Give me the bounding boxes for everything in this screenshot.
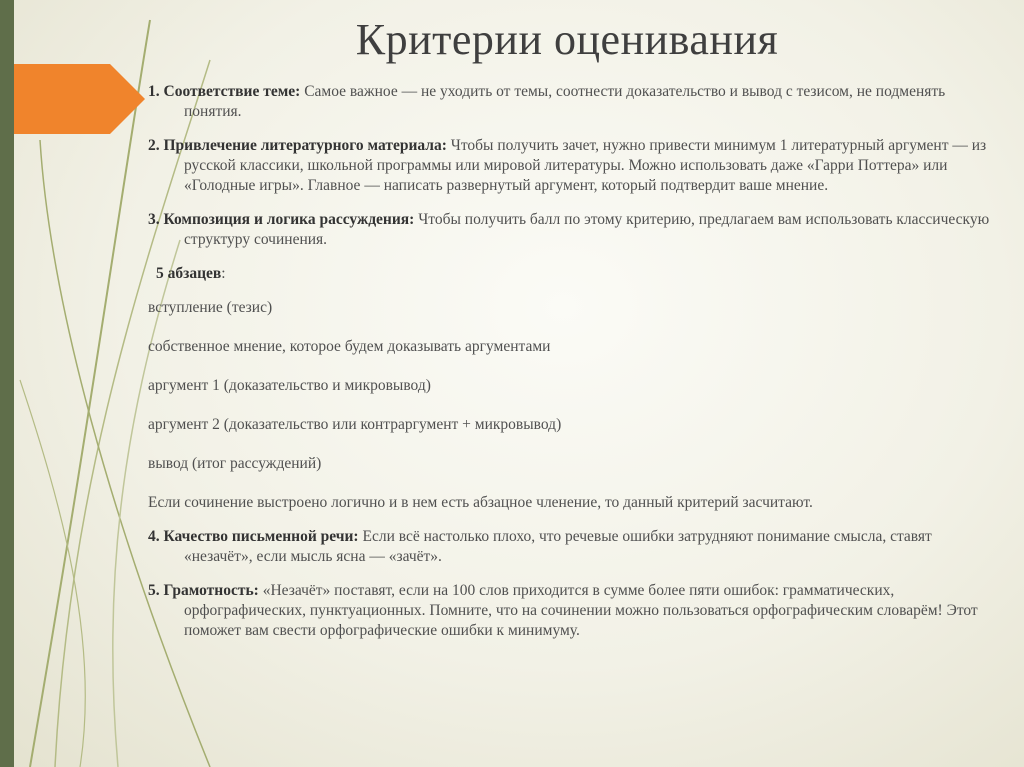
structure-item: собственное мнение, которое будем доказывать аргументами (148, 338, 551, 355)
structure-item: аргумент 1 (доказательство и микровывод) (148, 377, 431, 394)
structure-item: вступление (тезис) (148, 299, 273, 316)
criterion-heading: Композиция и логика рассуждения: (163, 211, 415, 228)
structure-item: аргумент 2 (доказательство или контраргумент + микровывод) (148, 416, 562, 433)
criterion-heading: Грамотность: (163, 582, 259, 599)
criterion-2: 2. Привлечение литературного материала: Чтобы получить зачет, нужно привести минимум 1 литературный аргумент — из русской классики, школьной программы или мировой литературы. Можно использовать даже «Гарри Поттера» или «Голодные игры». Главное — написать развернутый аргумент, который подтвердит ваше мнение. (148, 137, 987, 194)
criterion-4: 4. Качество письменной речи: Если всё настолько плохо, что речевые ошибки затрудняют понимание смысла, ставят «незачёт», если мысль ясна — «зачёт». (148, 528, 932, 565)
structure-note: Если сочинение выстроено логично и в нем есть абзацное членение, то данный критерий засчитают. (148, 494, 813, 511)
criterion-3: 3. Композиция и логика рассуждения: Чтобы получить балл по этому критерию, предлагаем вам использовать классическую структуру сочинения. (148, 211, 990, 248)
structure-item: вывод (итог рассуждений) (148, 455, 322, 472)
criterion-5: 5. Грамотность: «Незачёт» поставят, если на 100 слов приходится в сумме более пяти ошибок: грамматических, орфографических, пунктуационных. Помните, что на сочинении можно пользоваться орфографическим словарём! Этот поможет вам свести орфографические ошибки к минимуму. (148, 582, 978, 639)
criterion-heading: Соответствие теме: (163, 83, 301, 100)
slide-title: Критерии оценивания (355, 15, 779, 64)
criterion-heading: Привлечение литературного материала: (163, 137, 447, 154)
criterion-heading: Качество письменной речи: (163, 528, 359, 545)
slide-content (148, 82, 998, 655)
criterion-1: 1. Соответствие теме: Самое важное — не уходить от темы, соотнести доказательство и вывод с тезисом, не подменять понятия. (148, 83, 946, 120)
criterion-text: Чтобы получить зачет, нужно привести минимум 1 литературный аргумент — из русской классики, школьной программы или мировой литературы. Можно использовать даже «Гарри Поттера» или «Голодные игры». Главное — написать развернутый аргумент, который подтвердит ваше мнение. (184, 137, 987, 194)
criterion-text: Чтобы получить балл по этому критерию, предлагаем вам использовать классическую структуру сочинения. (184, 211, 990, 248)
criterion-text: Если всё настолько плохо, что речевые ошибки затрудняют понимание смысла, ставят «незачёт», если мысль ясна — «зачёт». (184, 528, 932, 565)
criterion-text: Самое важное — не уходить от темы, соотнести доказательство и вывод с тезисом, не подменять понятия. (184, 83, 946, 120)
criterion-text: «Незачёт» поставят, если на 100 слов приходится в сумме более пяти ошибок: грамматических, орфографических, пунктуационных. Помните, что на сочинении можно пользоваться орфографическим словарём! Этот поможет вам свести орфографические ошибки к минимуму. (184, 582, 978, 639)
structure-heading: 5 абзацев: (156, 265, 226, 282)
orange-arrow-shape (14, 64, 145, 134)
